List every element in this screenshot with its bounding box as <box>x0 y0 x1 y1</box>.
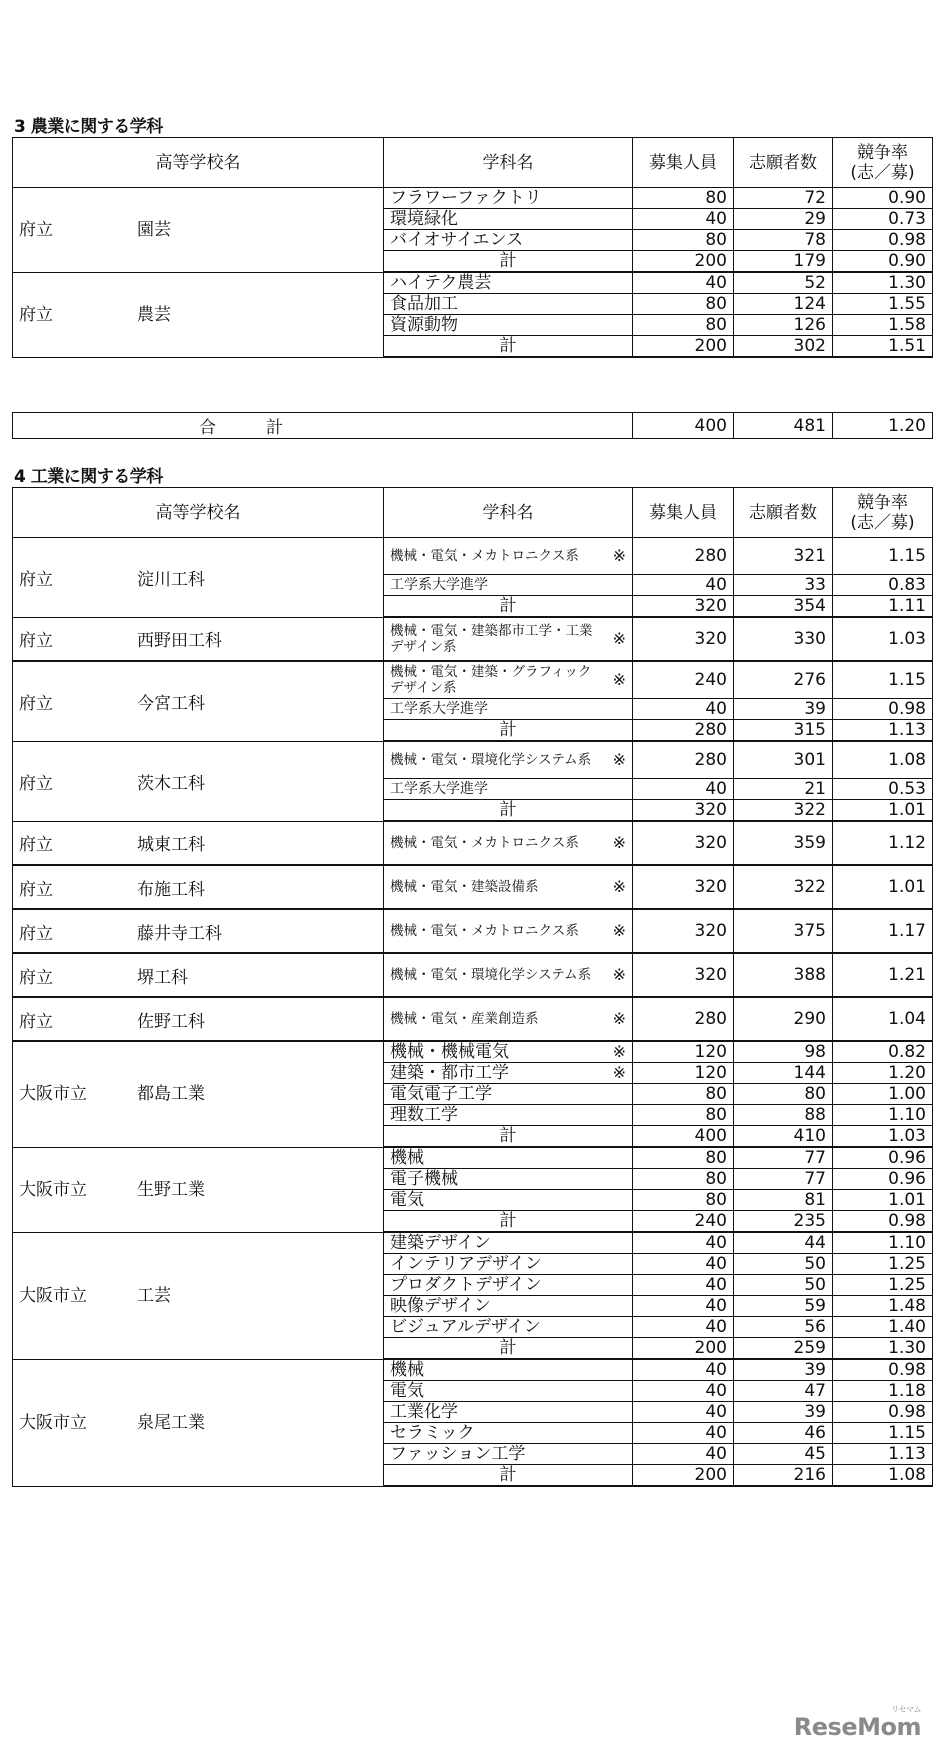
capacity-value: 40 <box>633 1254 734 1275</box>
asterisk-mark: ※ <box>612 546 626 565</box>
capacity-value: 80 <box>633 315 734 336</box>
capacity-value: 400 <box>633 1126 734 1148</box>
dept-name: 工学系大学進学 <box>384 699 633 720</box>
rate-value: 0.53 <box>833 779 933 800</box>
rate-value: 1.15 <box>833 538 933 575</box>
school-group-fuse <box>13 865 933 909</box>
subtotal-label: 計 <box>384 251 633 273</box>
applicants-value: 124 <box>734 294 833 315</box>
capacity-value: 280 <box>633 741 734 779</box>
dept-name: 工業化学 <box>384 1402 633 1423</box>
school-cell: 府立 藤井寺工科 <box>13 909 384 953</box>
asterisk-mark: ※ <box>612 921 626 940</box>
applicants-value: 29 <box>734 209 833 230</box>
applicants-value: 481 <box>734 413 833 439</box>
table-row <box>13 865 933 909</box>
capacity-value: 80 <box>633 1105 734 1126</box>
applicants-value: 39 <box>734 1402 833 1423</box>
table-row <box>13 741 933 779</box>
school-cell: 府立 堺工科 <box>13 953 384 997</box>
rate-value: 1.01 <box>833 800 933 822</box>
dept-name: 機械・電気・環境化学システム系 ※ <box>384 741 633 779</box>
capacity-value: 40 <box>633 1359 734 1381</box>
rate-value: 1.11 <box>833 596 933 618</box>
dept-name: 工学系大学進学 <box>384 575 633 596</box>
school-group-ikuno <box>13 1147 933 1232</box>
rate-value: 0.98 <box>833 1211 933 1233</box>
header-school: 高等学校名 <box>13 138 384 188</box>
rate-value: 1.21 <box>833 953 933 997</box>
agriculture-grand-total <box>12 412 933 439</box>
rate-value: 0.90 <box>833 188 933 209</box>
dept-name: 食品加工 <box>384 294 633 315</box>
subtotal-label: 計 <box>384 336 633 358</box>
asterisk-mark: ※ <box>612 629 626 648</box>
applicants-value: 410 <box>734 1126 833 1148</box>
rate-value: 1.15 <box>833 661 933 699</box>
dept-name: 建築・都市工学 ※ <box>384 1063 633 1084</box>
applicants-value: 21 <box>734 779 833 800</box>
school-cell: 大阪市立 生野工業 <box>13 1147 384 1232</box>
applicants-value: 302 <box>734 336 833 358</box>
dept-name: プロダクトデザイン <box>384 1275 633 1296</box>
applicants-value: 88 <box>734 1105 833 1126</box>
applicants-value: 216 <box>734 1465 833 1487</box>
applicants-value: 301 <box>734 741 833 779</box>
applicants-value: 144 <box>734 1063 833 1084</box>
table-row <box>13 821 933 865</box>
dept-name: 電子機械 <box>384 1169 633 1190</box>
subtotal-label: 計 <box>384 1338 633 1360</box>
capacity-value: 40 <box>633 1444 734 1465</box>
rate-value: 1.48 <box>833 1296 933 1317</box>
table-header-row <box>13 138 933 188</box>
rate-value: 1.08 <box>833 1465 933 1487</box>
capacity-value: 320 <box>633 617 734 661</box>
dept-name: 電気電子工学 <box>384 1084 633 1105</box>
rate-value: 1.13 <box>833 1444 933 1465</box>
capacity-value: 200 <box>633 1465 734 1487</box>
header-dept: 学科名 <box>384 138 633 188</box>
capacity-value: 80 <box>633 294 734 315</box>
applicants-value: 81 <box>734 1190 833 1211</box>
dept-name: ハイテク農芸 <box>384 272 633 294</box>
school-cell: 府立 布施工科 <box>13 865 384 909</box>
applicants-value: 78 <box>734 230 833 251</box>
applicants-value: 388 <box>734 953 833 997</box>
school-group-izuo <box>13 1359 933 1486</box>
rate-value: 0.90 <box>833 251 933 273</box>
capacity-value: 280 <box>633 538 734 575</box>
rate-value: 1.10 <box>833 1232 933 1254</box>
rate-value: 1.25 <box>833 1275 933 1296</box>
rate-value: 1.08 <box>833 741 933 779</box>
school-cell: 大阪市立 都島工業 <box>13 1041 384 1147</box>
capacity-value: 40 <box>633 1232 734 1254</box>
grand-total-label: 合 計 <box>13 413 633 439</box>
capacity-value: 80 <box>633 230 734 251</box>
rate-value: 1.15 <box>833 1423 933 1444</box>
table-row <box>13 661 933 699</box>
table-row <box>13 617 933 661</box>
capacity-value: 40 <box>633 1317 734 1338</box>
resemom-logo <box>793 1705 921 1741</box>
asterisk-mark: ※ <box>612 877 626 896</box>
rate-value: 0.98 <box>833 1359 933 1381</box>
asterisk-mark: ※ <box>612 833 626 852</box>
capacity-value: 120 <box>633 1063 734 1084</box>
rate-value: 0.83 <box>833 575 933 596</box>
school-group-engei <box>13 188 933 273</box>
school-cell: 府立 淀川工科 <box>13 538 384 618</box>
dept-name: 機械・電気・メカトロニクス系 ※ <box>384 538 633 575</box>
capacity-value: 80 <box>633 1147 734 1169</box>
applicants-value: 50 <box>734 1254 833 1275</box>
asterisk-mark: ※ <box>612 1042 626 1061</box>
dept-name: 機械・機械電気 ※ <box>384 1041 633 1063</box>
school-cell: 府立 佐野工科 <box>13 997 384 1041</box>
subtotal-label: 計 <box>384 596 633 618</box>
school-group-sano <box>13 997 933 1041</box>
dept-name: セラミック <box>384 1423 633 1444</box>
agriculture-table <box>12 137 933 358</box>
section-title-agriculture: 3 農業に関する学科 <box>14 117 163 137</box>
dept-name: 機械・電気・建築都市工学・工業デザイン系 ※ <box>384 617 633 661</box>
rate-value: 1.10 <box>833 1105 933 1126</box>
asterisk-mark: ※ <box>612 750 626 769</box>
applicants-value: 322 <box>734 865 833 909</box>
applicants-value: 56 <box>734 1317 833 1338</box>
capacity-value: 80 <box>633 1190 734 1211</box>
rate-value: 1.55 <box>833 294 933 315</box>
applicants-value: 80 <box>734 1084 833 1105</box>
dept-name: 工学系大学進学 <box>384 779 633 800</box>
capacity-value: 40 <box>633 1402 734 1423</box>
dept-name: 映像デザイン <box>384 1296 633 1317</box>
capacity-value: 320 <box>633 909 734 953</box>
rate-value: 1.20 <box>833 413 933 439</box>
rate-value: 1.00 <box>833 1084 933 1105</box>
header-school: 高等学校名 <box>13 488 384 538</box>
table-row <box>13 997 933 1041</box>
applicants-value: 315 <box>734 720 833 742</box>
table-row <box>13 1147 933 1169</box>
applicants-value: 330 <box>734 617 833 661</box>
rate-value: 1.13 <box>833 720 933 742</box>
capacity-value: 40 <box>633 1423 734 1444</box>
school-group-imamiya <box>13 661 933 741</box>
capacity-value: 240 <box>633 661 734 699</box>
school-cell: 府立 農芸 <box>13 272 384 357</box>
logo-text: ReseMom <box>793 1713 921 1741</box>
rate-value: 1.01 <box>833 1190 933 1211</box>
dept-name: 理数工学 <box>384 1105 633 1126</box>
applicants-value: 46 <box>734 1423 833 1444</box>
applicants-value: 39 <box>734 699 833 720</box>
applicants-value: 98 <box>734 1041 833 1063</box>
capacity-value: 40 <box>633 1275 734 1296</box>
school-cell: 府立 城東工科 <box>13 821 384 865</box>
capacity-value: 80 <box>633 1084 734 1105</box>
rate-value: 0.98 <box>833 230 933 251</box>
dept-name: 機械 <box>384 1147 633 1169</box>
header-capacity: 募集人員 <box>633 138 734 188</box>
subtotal-label: 計 <box>384 800 633 822</box>
dept-name: ビジュアルデザイン <box>384 1317 633 1338</box>
header-rate: 競争率 (志／募) <box>833 488 933 538</box>
capacity-value: 40 <box>633 575 734 596</box>
header-capacity: 募集人員 <box>633 488 734 538</box>
table-row <box>13 188 933 209</box>
school-cell: 大阪市立 工芸 <box>13 1232 384 1359</box>
rate-value: 1.51 <box>833 336 933 358</box>
dept-name: 資源動物 <box>384 315 633 336</box>
rate-value: 1.17 <box>833 909 933 953</box>
school-group-joto <box>13 821 933 865</box>
capacity-value: 320 <box>633 865 734 909</box>
rate-value: 0.96 <box>833 1169 933 1190</box>
dept-name: 機械・電気・建築・グラフィックデザイン系 ※ <box>384 661 633 699</box>
capacity-value: 40 <box>633 779 734 800</box>
school-cell: 府立 今宮工科 <box>13 661 384 741</box>
table-row <box>13 953 933 997</box>
school-group-yodogawa <box>13 538 933 618</box>
capacity-value: 40 <box>633 1381 734 1402</box>
asterisk-mark: ※ <box>612 1063 626 1082</box>
dept-name: 機械・電気・環境化学システム系 ※ <box>384 953 633 997</box>
dept-name: 電気 <box>384 1190 633 1211</box>
applicants-value: 72 <box>734 188 833 209</box>
applicants-value: 44 <box>734 1232 833 1254</box>
subtotal-label: 計 <box>384 1465 633 1487</box>
rate-value: 1.20 <box>833 1063 933 1084</box>
capacity-value: 40 <box>633 699 734 720</box>
applicants-value: 322 <box>734 800 833 822</box>
asterisk-mark: ※ <box>612 1009 626 1028</box>
header-rate: 競争率 (志／募) <box>833 138 933 188</box>
applicants-value: 52 <box>734 272 833 294</box>
applicants-value: 276 <box>734 661 833 699</box>
capacity-value: 80 <box>633 188 734 209</box>
applicants-value: 321 <box>734 538 833 575</box>
dept-name: フラワーファクトリ <box>384 188 633 209</box>
capacity-value: 320 <box>633 953 734 997</box>
header-applicants: 志願者数 <box>734 488 833 538</box>
rate-value: 1.18 <box>833 1381 933 1402</box>
asterisk-mark: ※ <box>612 965 626 984</box>
table-header-row <box>13 488 933 538</box>
rate-value: 1.40 <box>833 1317 933 1338</box>
capacity-value: 320 <box>633 821 734 865</box>
school-cell: 大阪市立 泉尾工業 <box>13 1359 384 1486</box>
school-group-kogei <box>13 1232 933 1359</box>
applicants-value: 375 <box>734 909 833 953</box>
capacity-value: 200 <box>633 336 734 358</box>
rate-value: 1.58 <box>833 315 933 336</box>
applicants-value: 359 <box>734 821 833 865</box>
rate-value: 0.98 <box>833 699 933 720</box>
applicants-value: 47 <box>734 1381 833 1402</box>
subtotal-label: 計 <box>384 1211 633 1233</box>
rate-value: 1.03 <box>833 617 933 661</box>
dept-name: 機械・電気・メカトロニクス系 ※ <box>384 909 633 953</box>
industry-table <box>12 487 933 1487</box>
dept-name: ファッション工学 <box>384 1444 633 1465</box>
capacity-value: 400 <box>633 413 734 439</box>
applicants-value: 39 <box>734 1359 833 1381</box>
table-row <box>13 1041 933 1063</box>
capacity-value: 280 <box>633 720 734 742</box>
applicants-value: 77 <box>734 1169 833 1190</box>
capacity-value: 240 <box>633 1211 734 1233</box>
applicants-value: 259 <box>734 1338 833 1360</box>
school-group-fujiidera <box>13 909 933 953</box>
table-row <box>13 909 933 953</box>
applicants-value: 77 <box>734 1147 833 1169</box>
subtotal-label: 計 <box>384 1126 633 1148</box>
header-dept: 学科名 <box>384 488 633 538</box>
table-row <box>13 1232 933 1254</box>
logo-kana: リセマム <box>891 1705 921 1714</box>
school-cell: 府立 園芸 <box>13 188 384 273</box>
asterisk-mark: ※ <box>612 670 626 689</box>
rate-value: 1.30 <box>833 1338 933 1360</box>
rate-value: 0.98 <box>833 1402 933 1423</box>
applicants-value: 50 <box>734 1275 833 1296</box>
capacity-value: 40 <box>633 209 734 230</box>
applicants-value: 235 <box>734 1211 833 1233</box>
school-cell: 府立 西野田工科 <box>13 617 384 661</box>
rate-value: 1.03 <box>833 1126 933 1148</box>
subtotal-label: 計 <box>384 720 633 742</box>
dept-name: 電気 <box>384 1381 633 1402</box>
applicants-value: 179 <box>734 251 833 273</box>
capacity-value: 320 <box>633 800 734 822</box>
applicants-value: 290 <box>734 997 833 1041</box>
rate-value: 1.12 <box>833 821 933 865</box>
dept-name: 機械・電気・建築設備系 ※ <box>384 865 633 909</box>
dept-name: 機械・電気・メカトロニクス系 ※ <box>384 821 633 865</box>
school-group-ibaraki <box>13 741 933 821</box>
capacity-value: 200 <box>633 251 734 273</box>
school-group-sakai <box>13 953 933 997</box>
dept-name: バイオサイエンス <box>384 230 633 251</box>
capacity-value: 200 <box>633 1338 734 1360</box>
school-group-miyakojima <box>13 1041 933 1147</box>
applicants-value: 59 <box>734 1296 833 1317</box>
applicants-value: 33 <box>734 575 833 596</box>
dept-name: インテリアデザイン <box>384 1254 633 1275</box>
grand-total-row <box>13 413 933 439</box>
section-title-industry: 4 工業に関する学科 <box>14 467 163 487</box>
rate-value: 1.04 <box>833 997 933 1041</box>
dept-name: 機械・電気・産業創造系 ※ <box>384 997 633 1041</box>
capacity-value: 320 <box>633 596 734 618</box>
school-group-nishinoda <box>13 617 933 661</box>
capacity-value: 80 <box>633 1169 734 1190</box>
rate-value: 0.96 <box>833 1147 933 1169</box>
capacity-value: 120 <box>633 1041 734 1063</box>
header-applicants: 志願者数 <box>734 138 833 188</box>
capacity-value: 40 <box>633 272 734 294</box>
rate-value: 0.73 <box>833 209 933 230</box>
rate-value: 1.30 <box>833 272 933 294</box>
applicants-value: 354 <box>734 596 833 618</box>
table-row <box>13 1359 933 1381</box>
applicants-value: 45 <box>734 1444 833 1465</box>
rate-value: 0.82 <box>833 1041 933 1063</box>
school-cell: 府立 茨木工科 <box>13 741 384 821</box>
applicants-value: 126 <box>734 315 833 336</box>
capacity-value: 280 <box>633 997 734 1041</box>
capacity-value: 40 <box>633 1296 734 1317</box>
dept-name: 環境緑化 <box>384 209 633 230</box>
dept-name: 機械 <box>384 1359 633 1381</box>
rate-value: 1.01 <box>833 865 933 909</box>
rate-value: 1.25 <box>833 1254 933 1275</box>
table-row <box>13 538 933 575</box>
dept-name: 建築デザイン <box>384 1232 633 1254</box>
table-row <box>13 272 933 294</box>
school-group-nogei <box>13 272 933 357</box>
